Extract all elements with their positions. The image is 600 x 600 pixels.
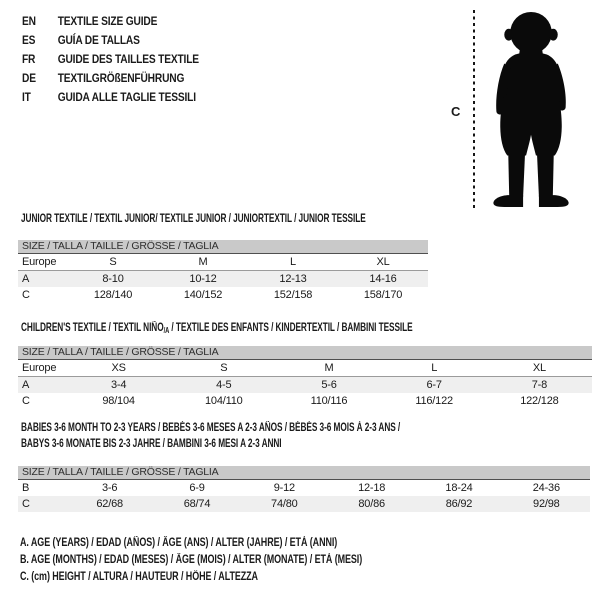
title-subscript: /A bbox=[163, 326, 170, 335]
size-header-bar bbox=[18, 240, 428, 254]
language-title: TEXTILE SIZE GUIDE bbox=[57, 14, 158, 28]
language-code: EN bbox=[22, 14, 36, 28]
height-cell: 92/98 bbox=[503, 496, 590, 512]
size-cell: L bbox=[382, 360, 487, 377]
months-cell: 9-12 bbox=[273, 482, 295, 494]
height-cell: 110/116 bbox=[310, 395, 348, 407]
height-cell: 86/92 bbox=[415, 496, 502, 512]
language-row-en bbox=[22, 12, 199, 31]
language-row-es bbox=[22, 31, 199, 50]
age-cell: 4-5 bbox=[171, 377, 276, 394]
table-row-months bbox=[18, 480, 590, 497]
table-row-height bbox=[18, 393, 592, 409]
language-title: GUIDE DES TAILLES TEXTILE bbox=[57, 52, 199, 66]
children-size-table bbox=[18, 346, 592, 409]
size-header-label: SIZE / TALLA / TAILLE / GRÖSSE / TAGLIA bbox=[18, 466, 590, 480]
table-row-europe bbox=[18, 254, 428, 271]
language-code: FR bbox=[22, 52, 36, 66]
language-code: IT bbox=[22, 90, 31, 104]
height-cell: 62/68 bbox=[66, 496, 153, 512]
height-measure-label: C bbox=[451, 104, 461, 119]
height-cell: 98/104 bbox=[102, 395, 135, 407]
language-title: GUIDA ALLE TAGLIE TESSILI bbox=[57, 90, 196, 104]
size-header-bar bbox=[18, 466, 590, 480]
size-cell: XL bbox=[487, 360, 592, 377]
note-line-c: C. (cm) HEIGHT / ALTURA / HAUTEUR / HÖHE / ALTEZZA bbox=[20, 571, 258, 583]
table-row-age bbox=[18, 377, 592, 394]
table-row-height bbox=[18, 287, 428, 303]
note-line-a: A. AGE (YEARS) / EDAD (AÑOS) / ÂGE (ANS) / ALTER (JAHRE) / ETÀ (ANNI) bbox=[20, 537, 338, 549]
language-code: ES bbox=[22, 33, 36, 47]
row-label: Europe bbox=[18, 254, 68, 271]
height-cell: 152/158 bbox=[273, 289, 313, 301]
language-row-fr bbox=[22, 50, 199, 69]
table-row-europe bbox=[18, 360, 592, 377]
language-title: TEXTILGRÖßENFÜHRUNG bbox=[57, 71, 185, 85]
babies-table-title-line2: BABYS 3-6 MONATE BIS 2-3 JAHRE / BAMBINI 3-6 MESI A 2-3 ANNI bbox=[21, 438, 282, 450]
row-label: C bbox=[22, 289, 30, 301]
junior-table-title: JUNIOR TEXTILE / TEXTIL JUNIOR/ TEXTILE JUNIOR / JUNIORTEXTIL / JUNIOR TESSILE bbox=[21, 213, 366, 225]
row-label: C bbox=[22, 395, 30, 407]
height-cell: 158/170 bbox=[363, 289, 403, 301]
junior-size-table bbox=[18, 240, 428, 303]
size-cell: XL bbox=[338, 254, 428, 271]
age-cell: 8-10 bbox=[68, 271, 158, 288]
note-line-b: B. AGE (MONTHS) / EDAD (MESES) / ÂGE (MOIS) / ALTER (MONATE) / ETÀ (MESI) bbox=[20, 554, 363, 566]
height-cell: 80/86 bbox=[328, 496, 415, 512]
babies-size-table bbox=[18, 466, 590, 512]
height-cell: 74/80 bbox=[241, 496, 328, 512]
size-cell: M bbox=[158, 254, 248, 271]
row-label: A bbox=[18, 271, 68, 288]
months-cell: 18-24 bbox=[445, 482, 473, 494]
height-cell: 104/110 bbox=[205, 395, 243, 407]
size-header-label: SIZE / TALLA / TAILLE / GRÖSSE / TAGLIA bbox=[18, 346, 592, 360]
size-header-bar bbox=[18, 346, 592, 360]
height-cell: 116/122 bbox=[415, 395, 453, 407]
age-cell: 3-4 bbox=[66, 377, 171, 394]
language-title-list bbox=[22, 12, 230, 107]
months-cell: 12-18 bbox=[358, 482, 386, 494]
months-cell: 6-9 bbox=[189, 482, 205, 494]
size-cell: XS bbox=[66, 360, 171, 377]
title-text: / TEXTILE DES ENFANTS / KINDERTEXTIL / BAMBINI TESSILE bbox=[169, 322, 413, 334]
title-text: CHILDREN'S TEXTILE / TEXTIL NIÑO bbox=[21, 322, 164, 334]
row-label: Europe bbox=[18, 360, 66, 377]
size-cell: S bbox=[171, 360, 276, 377]
legend-notes bbox=[20, 535, 459, 586]
language-row-de bbox=[22, 69, 199, 88]
height-cell: 122/128 bbox=[520, 395, 559, 407]
language-title: GUÍA DE TALLAS bbox=[57, 33, 140, 47]
age-cell: 5-6 bbox=[276, 377, 381, 394]
size-header-label: SIZE / TALLA / TAILLE / GRÖSSE / TAGLIA bbox=[18, 240, 428, 254]
table-row-height bbox=[18, 496, 590, 512]
row-label: B bbox=[22, 482, 30, 494]
months-cell: 24-36 bbox=[532, 482, 560, 494]
age-cell: 7-8 bbox=[487, 377, 592, 394]
table-row-age bbox=[18, 271, 428, 288]
children-table-title bbox=[21, 321, 413, 338]
height-cell: 128/140 bbox=[93, 289, 133, 301]
size-cell: S bbox=[68, 254, 158, 271]
size-cell: M bbox=[276, 360, 381, 377]
age-cell: 12-13 bbox=[248, 271, 338, 288]
size-cell: L bbox=[248, 254, 338, 271]
height-measure-dotted-line bbox=[473, 10, 475, 208]
toddler-silhouette-image bbox=[482, 8, 582, 208]
row-label: C bbox=[18, 496, 66, 512]
babies-table-title-line1: BABIES 3-6 MONTH TO 2-3 YEARS / BEBÉS 3-6 MESES A 2-3 AÑOS / BÉBÉS 3-6 MOIS À 2-3 ANS / bbox=[21, 422, 401, 434]
height-cell: 68/74 bbox=[153, 496, 240, 512]
age-cell: 14-16 bbox=[338, 271, 428, 288]
age-cell: 6-7 bbox=[382, 377, 487, 394]
row-label: A bbox=[18, 377, 66, 394]
height-cell: 140/152 bbox=[183, 289, 223, 301]
age-cell: 10-12 bbox=[158, 271, 248, 288]
language-row-it bbox=[22, 88, 199, 107]
months-cell: 3-6 bbox=[102, 482, 118, 494]
language-code: DE bbox=[22, 71, 36, 85]
